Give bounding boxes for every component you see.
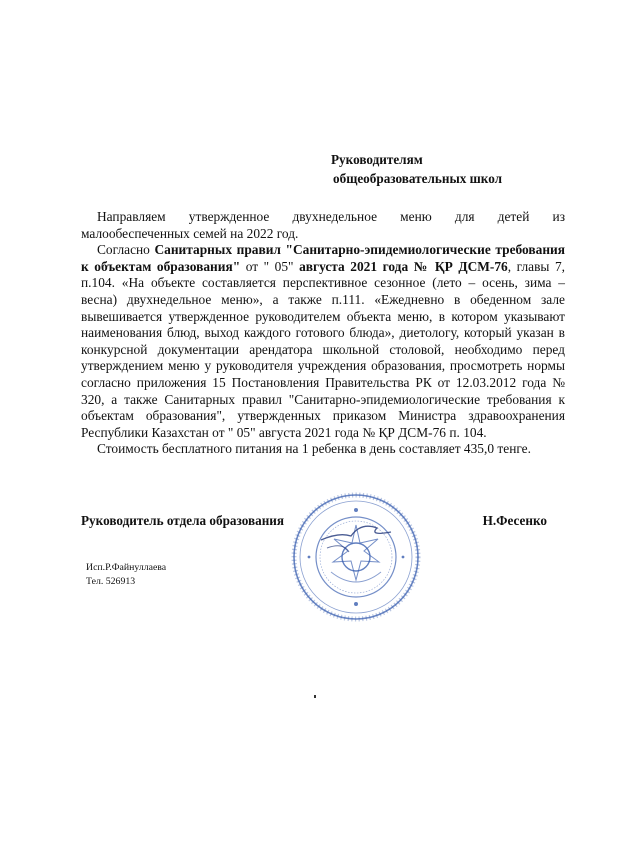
addressee-block (331, 150, 502, 188)
executor-block (86, 561, 166, 589)
paragraph-2 (81, 242, 565, 441)
executor-name: Исп.Р.Файнуллаева (86, 562, 167, 573)
addressee-line-1: Руководителям (331, 152, 423, 167)
p2-rest: , главы 7, п.104. «На объекте составляется перспективное сезонное (лето – осень, зима – весна) двухнедельное меню», а также п.111. «Ежедневно в обеденном зале вывешивается утвержденное руководителем объекта меню, в котором указывают наименования блюд, выход каждого готового блюда», диетологу, который указан в конкурсной документации арендатора школьной столовой, необходимо перед утверждением меню у руководителя учреждения образования, просмотреть нормы согласно приложения 15 Постановления Правительства РК от 12.03.2012 года № 320, а также Санитарных правил "Санитарно-эпидемиологические требования к объектам образования", утвержденных приказом Министра здравоохранения Республики Казахстан от " 05" августа 2021 года № ҚР ДСМ-76 п. 104. (81, 258, 565, 440)
addressee-line-2: общеобразовательных школ (333, 171, 503, 186)
executor-phone: Тел. 526913 (86, 576, 136, 587)
scan-speck (314, 695, 316, 698)
paragraph-1-rest: малообеспеченных семей на 2022 год. (81, 225, 299, 241)
p2-lead: Согласно (97, 242, 155, 258)
p2-bold-rules: Санитарных правил "Санитарно-эпидемиологические требования к объектам образования" (81, 242, 565, 274)
signature-title: Руководитель отдела образования (81, 513, 285, 528)
official-seal-icon (291, 492, 421, 622)
letter-body (81, 209, 565, 458)
paragraph-1-first-line: Направляем утвержденное двухнедельное меню для детей из (97, 209, 565, 224)
p2-bold-order: августа 2021 года № ҚР ДСМ-76 (299, 258, 508, 274)
signature-name: Н.Фесенко (482, 513, 547, 528)
paragraph-3: Стоимость бесплатного питания на 1 ребенка в день составляет 435,0 тенге. (97, 441, 531, 457)
p2-date: от " 05" (240, 258, 300, 274)
